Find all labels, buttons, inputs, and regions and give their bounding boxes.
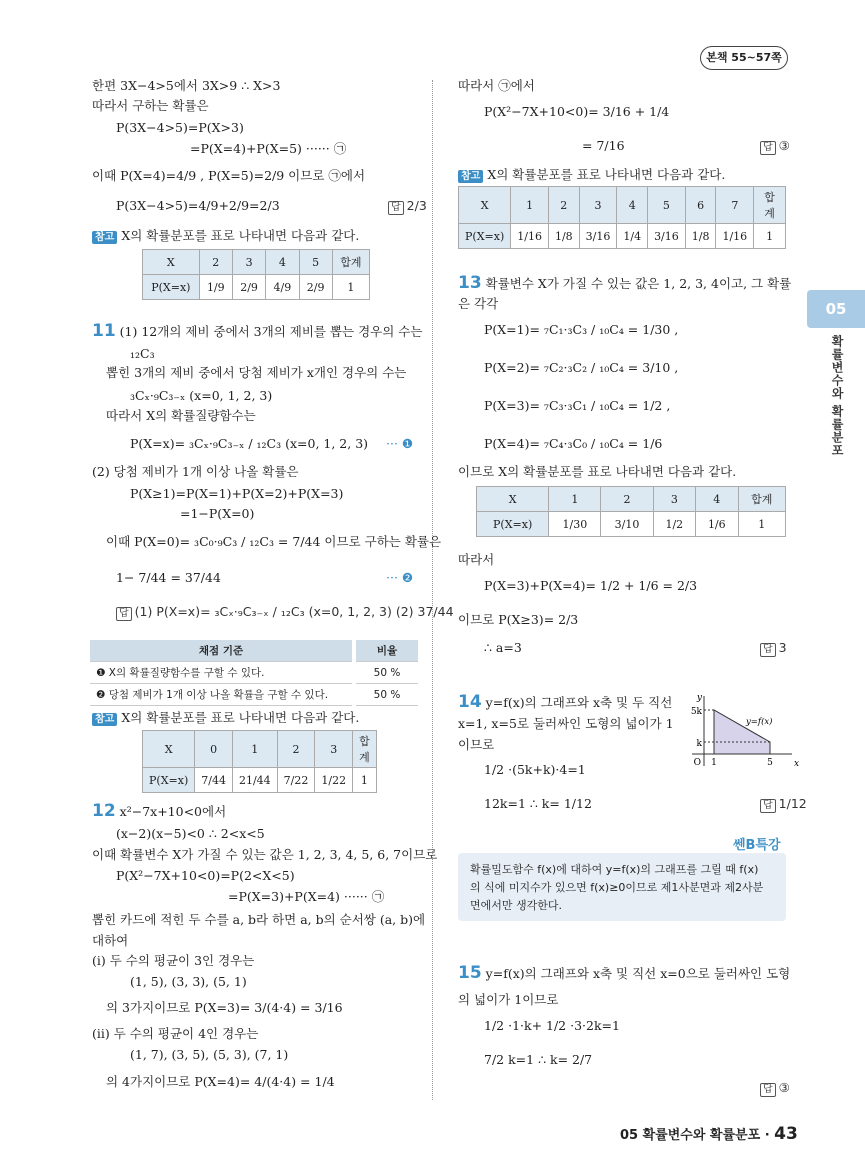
tick-5-label: 5 (767, 758, 773, 768)
problem-11-line-9: =1−P(X=0) (180, 506, 255, 521)
problem-11-line-7: (2) 당첨 제비가 1개 이상 나올 확률은 (92, 464, 299, 479)
answer-13 (760, 640, 787, 657)
table-row (90, 684, 418, 706)
table-row (143, 768, 377, 793)
problem-number: 14 (458, 692, 482, 712)
table-cell: 1/16 (716, 224, 754, 249)
table-cell: 5 (648, 187, 686, 224)
ref-note-3 (458, 167, 725, 183)
right-line-2: P(X²−7X+10<0)= 3/16 + 1/4 (484, 104, 670, 119)
problem-12-line-9: (1, 5), (3, 3), (5, 1) (130, 974, 247, 989)
problem-14-line-4: 1/2 ·(5k+k)·4=1 (484, 762, 586, 777)
table-cell: 1 (754, 224, 786, 249)
table-cell: 2 (548, 187, 579, 224)
table-cell: P(X=x) (459, 224, 511, 249)
table-cell: 1/2 (653, 512, 695, 537)
table-cell: 3/16 (648, 224, 686, 249)
note-line-3: 면에서만 생각한다. (470, 899, 563, 912)
table-cell: 1/30 (549, 512, 601, 537)
problem-12-line-10: 의 3가지이므로 P(X=3)= 3/(4·4) = 3/16 (106, 1000, 343, 1015)
answer-value: 1/12 (778, 796, 807, 811)
left-line-1: 한편 3X−4>5에서 3X>9 ∴ X>3 (92, 78, 281, 93)
table-header-row (459, 187, 786, 224)
problem-13-line-7: 이므로 X의 확률분포를 표로 나타내면 다음과 같다. (458, 464, 737, 479)
ref-tag: 참고 (92, 231, 117, 244)
problem-12-line-8: (i) 두 수의 평균이 3인 경우는 (92, 953, 255, 968)
problem-13-line-9: P(X=3)+P(X=4)= 1/2 + 1/6 = 2/3 (484, 578, 698, 593)
ref-tag: 참고 (458, 170, 483, 183)
table-cell: X (459, 187, 511, 224)
problem-11-line-4: ₃Cₓ·₉C₃₋ₓ (x=0, 1, 2, 3) (130, 388, 273, 403)
score-mark-2: ··· ❷ (386, 570, 414, 585)
table-row (477, 512, 786, 537)
table-cell: 2 (601, 487, 653, 512)
note-line-2: 의 식에 미지수가 있으면 f(x)≥0이므로 제1사분면과 제2사분 (470, 881, 764, 894)
problem-11-line-6: P(X=x)= ₃Cₓ·₉C₃₋ₓ / ₁₂C₃ (x=0, 1, 2, 3) (130, 436, 369, 451)
table-header-row (90, 640, 418, 662)
answer-value: 2/3 (406, 198, 427, 213)
column-divider (432, 80, 433, 1100)
problem-13-line-1 (458, 275, 791, 292)
answer-box: 답 (760, 643, 776, 657)
problem-14-line-3: 이므로 (458, 737, 495, 752)
y-label: y (696, 693, 702, 703)
problem-12-line-5: =P(X=3)+P(X=4) ······ ㉠ (228, 889, 385, 904)
table-cell: 6 (685, 187, 716, 224)
problem-12-line-13: 의 4가지이므로 P(X=4)= 4/(4·4) = 1/4 (106, 1074, 335, 1089)
problem-text: y=f(x)의 그래프와 x축 및 직선 x=0으로 둘러싸인 도형 (485, 966, 791, 981)
left-line-5: 이때 P(X=4)=4/9 , P(X=5)=2/9 이므로 ㉠에서 (92, 168, 366, 183)
special-lecture-badge: 쎈B특강 (733, 838, 781, 853)
table-cell: 50 % (354, 662, 418, 684)
problem-12-line-6: 뽑힌 카드에 적힌 두 수를 a, b라 하면 a, b의 순서쌍 (a, b)에 (92, 912, 426, 927)
ref-text: X의 확률분포를 표로 나타내면 다음과 같다. (121, 710, 360, 725)
answer-box: 답 (760, 799, 776, 813)
problem-11-line-5: 따라서 X의 확률질량함수는 (106, 408, 256, 423)
problem-12-line-1 (92, 803, 226, 820)
pdf-graph (688, 692, 798, 772)
answer-box: 답 (388, 201, 404, 215)
right-line-3: = 7/16 (582, 138, 625, 153)
ref-tag: 참고 (92, 713, 117, 726)
table-cell: 3 (653, 487, 695, 512)
table-cell: X (143, 731, 195, 768)
table-cell: 1 (353, 768, 377, 793)
answer-11 (116, 604, 454, 621)
table-cell: 3 (315, 731, 353, 768)
table-cell: 2 (199, 250, 232, 275)
problem-text: 확률변수 X가 가질 수 있는 값은 1, 2, 3, 4이고, 그 확률 (485, 276, 792, 291)
table-cell: ❷ 당첨 제비가 1개 이상 나올 확률을 구할 수 있다. (90, 684, 354, 706)
distribution-table-1 (142, 249, 370, 300)
problem-14-line-5: 12k=1 ∴ k= 1/12 (484, 796, 592, 811)
table-cell: 4 (266, 250, 299, 275)
answer-value: (1) P(X=x)= ₃Cₓ·₉C₃₋ₓ / ₁₂C₃ (x=0, 1, 2, 3) (2) 37/44 (134, 604, 454, 619)
curve-label: y=f(x) (746, 717, 773, 727)
problem-11-line-1 (92, 323, 422, 340)
problem-text: y=f(x)의 그래프와 x축 및 두 직선 (485, 695, 673, 710)
table-cell: 1/4 (617, 224, 648, 249)
table-header-row (143, 250, 370, 275)
table-cell: 1/6 (696, 512, 738, 537)
table-cell: 1/22 (315, 768, 353, 793)
answer-box: 답 (116, 607, 132, 621)
ref-note-2 (92, 710, 359, 726)
table-cell: 7 (716, 187, 754, 224)
table-cell: 3/10 (601, 512, 653, 537)
table-cell: 3 (232, 250, 265, 275)
table-cell: 비율 (354, 640, 418, 662)
problem-number: 12 (92, 801, 116, 821)
left-line-3: P(3X−4>5)=P(X>3) (116, 120, 244, 135)
problem-13-line-2: 은 각각 (458, 296, 499, 311)
problem-15-line-1 (458, 965, 790, 982)
k-label: k (696, 739, 702, 749)
note-line-1: 확률밀도함수 f(x)에 대하여 y=f(x)의 그래프를 그릴 때 f(x) (470, 863, 759, 876)
problem-13-line-4: P(X=2)= ₇C₂·₃C₂ / ₁₀C₄ = 3/10 , (484, 360, 679, 375)
problem-text: x²−7x+10<0에서 (119, 804, 227, 819)
table-row (90, 662, 418, 684)
answer-box: 답 (760, 1083, 776, 1097)
problem-14-line-2: x=1, x=5로 둘러싸인 도형의 넓이가 1 (458, 716, 674, 731)
problem-13-line-10: 이므로 P(X≥3)= 2/3 (458, 612, 579, 627)
table-cell: 2 (277, 731, 315, 768)
table-cell: X (477, 487, 549, 512)
problem-12-line-2: (x−2)(x−5)<0 ∴ 2<x<5 (116, 826, 265, 841)
problem-11-line-2: ₁₂C₃ (130, 346, 155, 361)
table-cell: P(X=x) (143, 275, 200, 300)
table-cell: 2/9 (299, 275, 332, 300)
ref-note-1 (92, 228, 359, 244)
five-k-label: 5k (690, 707, 702, 717)
page-reference: 본책 55~57쪽 (700, 46, 788, 70)
problem-15-line-2: 의 넓이가 1이므로 (458, 992, 559, 1007)
problem-15-line-3: 1/2 ·1·k+ 1/2 ·3·2k=1 (484, 1018, 620, 1033)
answer-box: 답 (760, 141, 776, 155)
problem-13-line-5: P(X=3)= ₇C₃·₃C₁ / ₁₀C₄ = 1/2 , (484, 398, 671, 413)
problem-12-line-7: 대하여 (92, 933, 129, 948)
problem-11-line-8: P(X≥1)=P(X=1)+P(X=2)+P(X=3) (130, 486, 344, 501)
table-cell: 1 (232, 731, 277, 768)
score-mark-1: ··· ❶ (386, 436, 414, 451)
answer-15 (760, 1080, 790, 1097)
table-row (459, 224, 786, 249)
answer-value: ③ (778, 138, 790, 153)
table-cell: 4 (696, 487, 738, 512)
table-cell: 1/8 (685, 224, 716, 249)
problem-15-line-4: 7/2 k=1 ∴ k= 2/7 (484, 1052, 593, 1067)
distribution-table-4 (476, 486, 786, 537)
table-cell: 50 % (354, 684, 418, 706)
note-box (458, 853, 786, 921)
problem-13-line-11: ∴ a=3 (484, 640, 522, 655)
table-cell: P(X=x) (143, 768, 195, 793)
problem-11-line-11: 1− 7/44 = 37/44 (116, 570, 221, 585)
table-cell: 채점 기준 (90, 640, 354, 662)
chapter-tab: 05 (807, 290, 865, 328)
table-cell: 합계 (353, 731, 377, 768)
problem-12-line-4: P(X²−7X+10<0)=P(2<X<5) (116, 868, 295, 883)
problem-12-line-12: (1, 7), (3, 5), (5, 3), (7, 1) (130, 1047, 289, 1062)
left-line-4: =P(X=4)+P(X=5) ······ ㉠ (190, 141, 347, 156)
table-cell: 1 (738, 512, 785, 537)
origin-label: O (693, 758, 701, 768)
page-footer (620, 1124, 798, 1144)
distribution-table-3 (458, 186, 786, 249)
distribution-table-2 (142, 730, 377, 793)
left-line-2: 따라서 구하는 확률은 (92, 98, 209, 113)
scoring-criteria-table (90, 640, 418, 706)
problem-12-line-11: (ii) 두 수의 평균이 4인 경우는 (92, 1026, 259, 1041)
table-cell: 합계 (754, 187, 786, 224)
table-header-row (477, 487, 786, 512)
footer-chapter: 05 확률변수와 확률분포 · (620, 1128, 770, 1143)
table-row (143, 275, 370, 300)
table-cell: 합계 (738, 487, 785, 512)
table-cell: 1/9 (199, 275, 232, 300)
x-label: x (794, 759, 800, 769)
table-cell: 1 (511, 187, 549, 224)
answer-value: 3 (778, 640, 787, 655)
right-line-1: 따라서 ㉠에서 (458, 78, 535, 93)
table-cell: ❶ X의 확률질량함수를 구할 수 있다. (90, 662, 354, 684)
problem-number: 13 (458, 273, 482, 293)
table-cell: 7/44 (195, 768, 233, 793)
page-number: 43 (774, 1124, 798, 1144)
answer-12 (760, 138, 790, 155)
answer-14 (760, 796, 807, 813)
problem-12-line-3: 이때 확률변수 X가 가질 수 있는 값은 1, 2, 3, 4, 5, 6, 7이므로 (92, 847, 438, 862)
table-cell: 1/16 (511, 224, 549, 249)
chapter-title-vertical: 확률변수와 확률분포 (830, 335, 844, 458)
table-cell: 1 (332, 275, 369, 300)
table-cell: 합계 (332, 250, 369, 275)
table-cell: 5 (299, 250, 332, 275)
problem-13-line-8: 따라서 (458, 552, 495, 567)
table-header-row (143, 731, 377, 768)
table-cell: 7/22 (277, 768, 315, 793)
problem-14-line-1 (458, 694, 672, 711)
problem-13-line-3: P(X=1)= ₇C₁·₃C₃ / ₁₀C₄ = 1/30 , (484, 322, 679, 337)
table-cell: X (143, 250, 200, 275)
tick-1-label: 1 (711, 758, 717, 768)
problem-number: 15 (458, 963, 482, 983)
ref-text: X의 확률분포를 표로 나타내면 다음과 같다. (121, 228, 360, 243)
table-cell: 1/8 (548, 224, 579, 249)
table-cell: 21/44 (232, 768, 277, 793)
ref-text: X의 확률분포를 표로 나타내면 다음과 같다. (487, 167, 726, 182)
problem-11-line-3: 뽑힌 3개의 제비 중에서 당첨 제비가 x개인 경우의 수는 (106, 365, 407, 380)
table-cell: 1 (549, 487, 601, 512)
answer-value: ③ (778, 1080, 790, 1095)
table-cell: 4 (617, 187, 648, 224)
table-cell: 0 (195, 731, 233, 768)
problem-11-line-10: 이때 P(X=0)= ₃C₀·₉C₃ / ₁₂C₃ = 7/44 이므로 구하는 확률은 (106, 534, 442, 549)
left-line-6: P(3X−4>5)=4/9+2/9=2/3 (116, 198, 280, 213)
table-cell: P(X=x) (477, 512, 549, 537)
problem-13-line-6: P(X=4)= ₇C₄·₃C₀ / ₁₀C₄ = 1/6 (484, 436, 663, 451)
table-cell: 3 (579, 187, 617, 224)
problem-text: (1) 12개의 제비 중에서 3개의 제비를 뽑는 경우의 수는 (119, 324, 423, 339)
answer-10 (388, 198, 427, 215)
table-cell: 3/16 (579, 224, 617, 249)
problem-number: 11 (92, 321, 116, 341)
table-cell: 4/9 (266, 275, 299, 300)
table-cell: 2/9 (232, 275, 265, 300)
